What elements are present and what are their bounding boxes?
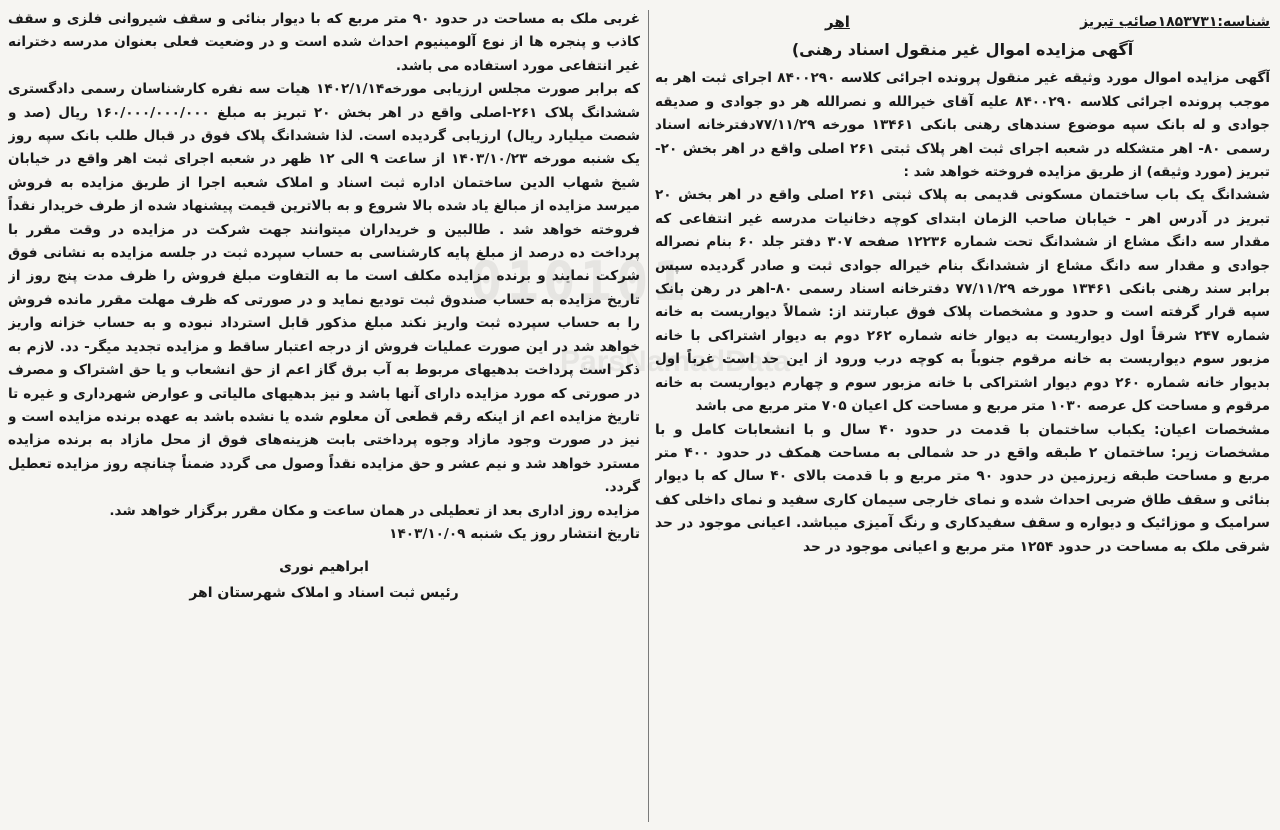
watermark-digits: 010101 bbox=[470, 250, 690, 313]
right-column bbox=[655, 8, 1270, 824]
watermark-site: ParsNamadData bbox=[560, 345, 791, 378]
signer-title: رئیس ثبت اسناد و املاک شهرستان اهر bbox=[189, 585, 459, 602]
specs-paragraph: مشخصات اعیان: یکباب ساختمان با قدمت در حدود ۴۰ سال و با انشعابات کامل و با مشخصات زیر: ساختمان ۲ طبقه واقع در حد شمالی به مساحت همکف در حدود ۴۰۰ متر مربع و مساحت طبقه زیرزمین در حدود ۹۰ متر مربع و با قدمت بالای ۴۰ سال که با دیوار بنائی و سقف طاق ضربی احداث شده و نمای خارجی سیمان کاری سفید و نمای داخلی کف سرامیک و موزائیک و دیواره و سقف سفیدکاری و رنگ آمیزی میباشد. اعیانی موجود در حد شرقی ملک به مساحت در حدود ۱۲۵۴ متر مربع و اعیانی موجود در حد bbox=[655, 421, 1270, 555]
left-column bbox=[8, 8, 640, 824]
header-row bbox=[655, 8, 1270, 34]
building-use-paragraph: غربی ملک به مساحت در حدود ۹۰ متر مربع که با دیوار بنائی و سقف شیروانی فلزی و سقف کاذب و پنجره ها از نوع آلومینیوم احداث شده است و در وضعیت فعلی بعنوان مدرسه دخترانه غیر انتفاعی مورد استفاده می باشد. bbox=[8, 11, 640, 74]
intro-paragraph: آگهی مزایده اموال مورد وثیقه غیر منقول پرونده اجرائی کلاسه ۸۴۰۰۲۹۰ اجرای ثبت اهر به موجب پرونده اجرائی کلاسه ۸۴۰۰۲۹۰ علیه آقای خیرالله و نصرالله هر دو جوادی و صدیقه جوادی و له بانک سپه موضوع سندهای رهنی بانکی ۱۳۴۶۱ مورخه ۷۷/۱۱/۲۹دفترخانه اسناد رسمی ۸۰- اهر متشکله در شعبه اجرای ثبت اهر پلاک ثبتی ۲۶۱ اصلی واقع در اهر بخش ۲۰- تبریز (مورد وثیقه) از طریق مزایده فروخته خواهد شد : bbox=[655, 70, 1270, 181]
signer-name: ابراهیم نوری bbox=[279, 559, 369, 576]
property-paragraph: ششدانگ یک باب ساختمان مسکونی قدیمی به پلاک ثبتی ۲۶۱ اصلی واقع در اهر بخش ۲۰ تبریز در آدرس اهر - خیابان صاحب الزمان ابتدای کوچه دخانیات مدرسه غیر انتفاعی که مقدار سه دانگ مشاع از ششدانگ تحت شماره ۱۲۲۳۶ صفحه ۳۰۷ دفتر جلد ۶۰ بنام نصراله جوادی و مقدار سه دانگ مشاع از ششدانگ بنام خیراله جوادی ثبت و صادر گردیده سپس برابر سند رهنی بانکی ۱۳۴۶۱ مورخه ۷۷/۱۱/۲۹ دفترخانه اسناد رسمی ۸۰-اهر در رهن بانک سپه قرار گرفته است و حدود و مشخصات پلاک فوق عبارتند از: شمالاً دیواریست به خانه شماره ۲۴۷ شرقاً اول دیواریست به دیوار خانه شماره ۲۶۲ دوم به دیوار اشتراکی با خانه مزبور سوم دیواریست به خانه مرقوم جنوباً به کوچه درب ورود از این حد است غرباً اول بدیوار خانه شماره ۲۶۰ دوم دیوار اشتراکی با خانه مزبور سوم و چهارم دیواریست به خانه مرقوم و مساحت کل عرصه ۱۰۳۰ متر مربع و مساحت کل اعیان ۷۰۵ متر مربع می باشد bbox=[655, 187, 1270, 415]
city-label: اهر bbox=[825, 12, 850, 31]
holiday-paragraph: مزایده روز اداری بعد از تعطیلی در همان ساعت و مکان مقرر برگزار خواهد شد. bbox=[109, 502, 640, 519]
notice-id: شناسه:۱۸۵۳۷۳۱صائب تبریز bbox=[1080, 13, 1270, 30]
auction-terms-paragraph: که برابر صورت مجلس ارزیابی مورخه۱۴۰۲/۱/۱۴ هیات سه نفره کارشناسان رسمی دادگستری ششدانگ پلاک ۲۶۱-اصلی واقع در اهر بخش ۲۰ تبریز به مبلغ ۱۶۰/۰۰۰/۰۰۰/۰۰۰ ریال (صد و شصت میلیارد ریال) ارزیابی گردیده است. لذا ششدانگ پلاک فوق در قبال طلب بانک سپه روز یک شنبه مورخه ۱۴۰۳/۱۰/۲۳ از ساعت ۹ الی ۱۲ ظهر در شعبه اجرای ثبت اهر واقع در خیابان شیخ شهاب الدین ساختمان اداره ثبت اسناد و املاک شعبه اجرا از طریق مزایده به فروش میرسد مزایده از مبالغ یاد شده بالا شروع و به بالاترین قیمت پیشنهاد شده از طرف خریدار نقداً فروخته خواهد شد . طالبین و خریداران میتوانند جهت شرکت در مزایده در وقت مقرر با پرداخت ده درصد از مبلغ پایه کارشناسی به حساب سپرده ثبت در جلسه مزایده به نشانی فوق شرکت نمایند و برنده مزایده مکلف است ما به التفاوت مبلغ فروش را ظرف مدت پنج روز از تاریخ مزایده به حساب صندوق ثبت تودیع نماید و در صورتی که ظرف مهلت مقرر مانده فروش را به حساب سپرده ثبت واریز نکند مبلغ مذکور قابل استرداد نبوده و به حساب خزانه واریز خواهد شد در این صورت عملیات فروش از درجه اعتبار ساقط و مزایده تجدید میگر- دد. لازم به ذکر است پرداخت بدهیهای مربوط به آب برق گاز اعم از حق انشعاب و یا حق اشتراک و مصرف در صورتی که مورد مزایده دارای آنها باشد و نیز بدهیهای مالیاتی و عوارض شهرداری و غیره تا تاریخ مزایده اعم از اینکه رقم قطعی آن معلوم شده یا نشده باشد به عهده برنده مزایده است و نیز در صورت وجود مازاد وجوه پرداختی بابت هزینه‌های فوق از محل مازاد به برنده مزایده مسترد خواهد شد و نیم عشر و حق مزایده نقداً وصول می گردد ضمناً چنانچه روز مزایده تعطیل گردد. bbox=[8, 81, 640, 496]
signature-block bbox=[8, 554, 640, 606]
column-divider bbox=[648, 10, 649, 822]
notice-title: آگهی مزایده اموال غیر منقول اسناد رهنی) bbox=[791, 40, 1134, 59]
publish-date: تاریخ انتشار روز یک شنبه ۱۴۰۳/۱۰/۰۹ bbox=[389, 525, 640, 542]
